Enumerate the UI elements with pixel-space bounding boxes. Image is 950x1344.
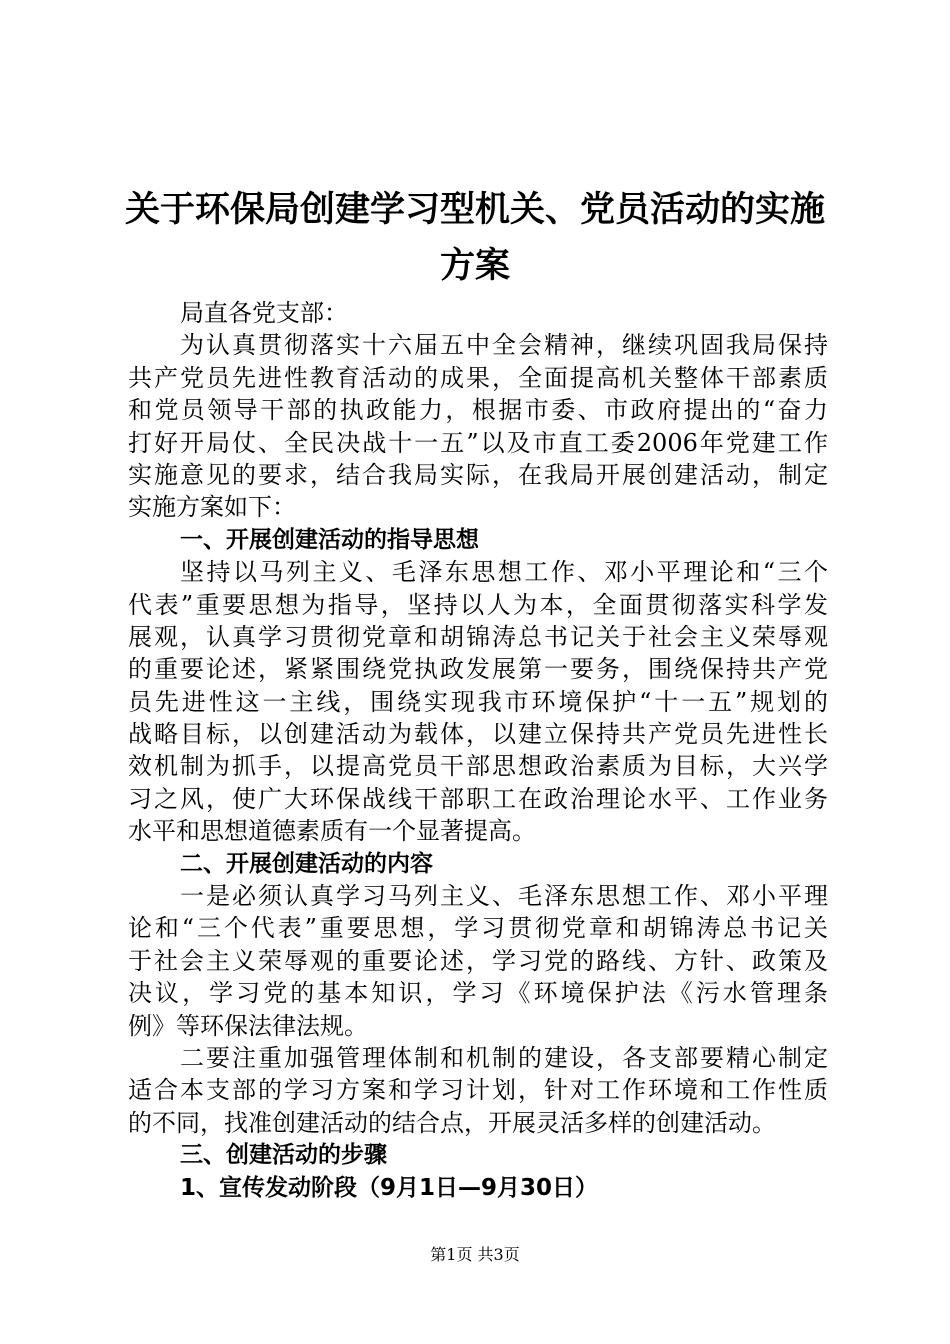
section1-line: 代表”重要思想为指导，坚持以人为本，全面贯彻落实科学发 (128, 590, 828, 619)
intro-line: 和党员领导干部的执政能力，根据市委、市政府提出的“奋力 (128, 396, 828, 425)
section1-line: 效机制为抓手，以提高党员干部思想政治素质为目标，大兴学 (128, 752, 828, 781)
intro-line: 共产党员先进性教育活动的成果，全面提高机关整体干部素质 (128, 363, 828, 392)
intro-line: 实施方案如下： (128, 493, 296, 522)
section1-line: 坚持以马列主义、毛泽东思想工作、邓小平理论和“三个 (180, 558, 828, 587)
section2-line: 例》等环保法律法规。 (128, 1011, 368, 1040)
section1-line: 展观，认真学习贯彻党章和胡锦涛总书记关于社会主义荣辱观 (128, 622, 828, 651)
section1-line: 水平和思想道德素质有一个显著提高。 (128, 817, 536, 846)
section2-line: 适合本支部的学习方案和学习计划，针对工作环境和工作性质 (128, 1076, 828, 1105)
page-footer: 第1页 共3页 (430, 1245, 520, 1264)
section2-line: 的不同，找准创建活动的结合点，开展灵活多样的创建活动。 (128, 1108, 776, 1137)
section2-line: 一是必须认真学习马列主义、毛泽东思想工作、邓小平理 (180, 882, 828, 911)
section1-line: 习之风，使广大环保战线干部职工在政治理论水平、工作业务 (128, 784, 828, 813)
intro-line: 打好开局仗、全民决战十一五”以及市直工委2006年党建工作 (128, 428, 828, 457)
intro-line: 为认真贯彻落实十六届五中全会精神，继续巩固我局保持 (180, 331, 828, 360)
section2-line: 二要注重加强管理体制和机制的建设，各支部要精心制定 (180, 1043, 828, 1072)
intro-line: 实施意见的要求，结合我局实际，在我局开展创建活动，制定 (128, 460, 828, 489)
document-body (128, 297, 828, 1204)
section1-line: 员先进性这一主线，围绕实现我市环境保护“十一五”规划的 (128, 687, 828, 716)
document-title-line-1: 关于环保局创建学习型机关、党员活动的实施 (124, 190, 825, 230)
salutation: 局直各党支部： (180, 299, 348, 327)
section1-line: 战略目标，以创建活动为载体，以建立保持共产党员先进性长 (128, 720, 828, 749)
section2-line: 决议，学习党的基本知识，学习《环境保护法《污水管理条 (128, 979, 828, 1008)
section2-line: 于社会主义荣辱观的重要论述，学习党的路线、方针、政策及 (128, 946, 828, 975)
step-heading-1: 1、宣传发动阶段（9月1日—9月30日） (180, 1174, 599, 1201)
document-title-line-2: 方案 (439, 246, 510, 286)
section-heading-3: 三、创建活动的步骤 (180, 1142, 387, 1169)
section1-line: 的重要论述，紧紧围绕党执政发展第一要务，围绕保持共产党 (128, 655, 828, 684)
section2-line: 论和“三个代表”重要思想，学习贯彻党章和胡锦涛总书记关 (128, 914, 828, 943)
section-heading-1: 一、开展创建活动的指导思想 (180, 526, 479, 553)
section-heading-2: 二、开展创建活动的内容 (180, 850, 433, 877)
